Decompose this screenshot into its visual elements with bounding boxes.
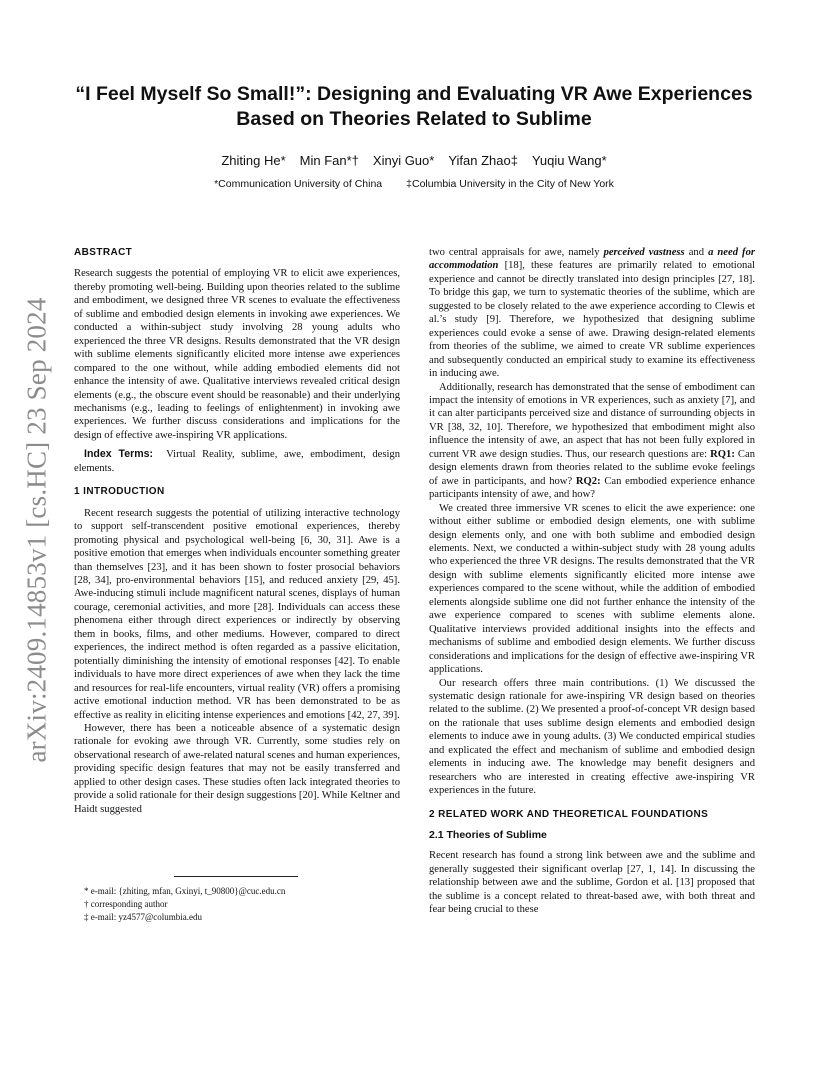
abstract-heading: ABSTRACT [74,247,133,258]
affiliation: *Communication University of China [214,178,383,190]
intro-paragraph: Recent research suggests the potential of utilizing interactive technology to support self-transcendent positive emotional experiences, thereby promoting physical and psychological well-being [6, 30, 31]. Awe is a positive emotion that emerges when individuals encounter something greater than themselves [23], and it has been shown to foster prosocial behaviors [28, 34], pro-environmental behaviors [15], and reduced anxiety [29, 45]. Awe-inducing stimuli include magnificent natural scenes, displays of human courage, ceremonial activities, and more [28]. Individuals can access these phenomena either through direct experiences or indirectly by observing them in books, films, and other mediums. However, compared to direct experiences, the indirect method is often regarded as a passive elicitation, potentially diminishing the intensity of emotional responses [42]. To enable individuals to have more direct experiences of awe when they lack the time and resources for real-life encounters, virtual reality (VR) offers a promising active emotional induction method. VR has been demonstrated to be as effective as reality in eliciting intense experiences and emotions [42, 27, 39]. [74,507,400,721]
right-column [429,246,755,917]
author: Yuqiu Wang* [531,153,607,168]
left-column [74,246,400,816]
author: Yifan Zhao‡ [448,153,518,168]
related-work-heading: 2 RELATED WORK AND THEORETICAL FOUNDATIONS [429,808,709,820]
related-paragraph: Recent research has found a strong link between awe and the sublime and generally suggested their significant overlap [27, 1, 14]. In discussing the relationship between awe and the sublime, Gordon et al. [13] proposed that the sublime is a concept related to threat-based awe, with both threat and fear being crucial to these [429,850,755,916]
title-line-2: Based on Theories Related to Sublime [236,108,592,130]
abstract-text: Research suggests the potential of employing VR to elicit awe experiences, thereby promoting well-being. Building upon theories related to the sublime and embodiment, we designed three VR scenes to evaluate the effectiveness of sublime and embodied design elements in invoking awe experiences. We conducted a within-subject study involving 28 young adults who experienced the three VR designs. Results demonstrated that the VR design with sublime elements significantly elicited more intense awe experiences compared to the one without, while adding embodied elements did not enhance the intensity of awe. Qualitative interviews revealed critical design elements (e.g., the obscure event should be reasonable) and their underlying mechanisms (e.g., leading to feelings of enlightenment) in invoking awe experiences. We further discuss considerations and implications for the design of effective awe-inspiring VR applications. [74,268,400,441]
intro-paragraph: However, there has been a noticeable absence of a systematic design rationale for evoking awe through VR. Currently, some studies rely on observational research of awe-related natural scenes and human experiences, providing specific design features that may not be easily transferred and applied to other design cases. These studies often lack integrated theories to provide a solid rationale for their design suggestions [20]. While Keltner and Haidt suggested [74,722,400,815]
affiliation-list [60,178,768,190]
author: Zhiting He* [221,153,286,168]
intro-paragraph: Additionally, research has demonstrated that the sense of embodiment can impact the intensity of emotions in VR experiences, such as anxiety [7], and it can alter participants perceived size and distance of surrounding objects in VR [38, 32, 10]. Therefore, we hypothesized that embodiment might also influence the intensity of awe, an aspect that has not been fully explored in current VR awe design studies. Thus, our research questions are: RQ1: Can design elements drawn from theories related to the sublime evoke feelings of awe in participants, and how? RQ2: Can embodied experience enhance participants intensity of awe, and how? [429,381,755,501]
intro-paragraph: two central appraisals for awe, namely perceived vastness and a need for accommodation [18], these features are primarily related to emotional experience and cannot be directly translated into design principles [27, 18]. To bridge this gap, we turn to systematic theories of the sublime, which are suggested to be closely related to the awe experience according to Clewis et al.’s study [9]. Therefore, we hypothesized that designing sublime experiences could evoke a sense of awe. Drawing design-related elements from theories of the sublime, we aimed to create VR sublime experiences and subsequently conducted an empirical study to examine its effectiveness in inducing awe. [429,247,755,380]
footnote: † corresponding author [84,899,168,909]
index-terms-text: Virtual Reality, sublime, awe, embodiment, design elements. [74,449,401,474]
index-terms-label: Index Terms: [84,448,154,461]
intro-paragraph: We created three immersive VR scenes to elicit the awe experience: one without either sublime or embodied design elements, one with sublime design elements only, and one with both sublime and embodied design elements. Next, we conducted a within-subject study with 28 young adults who experienced the three VR designs. The results demonstrated that the VR design with sublime elements significantly elicited more intense awe experiences compared to the scene without, while the addition of embodied elements alongside sublime one did not further enhance the intensity of the awe experience compared to scenes with sublime elements alone. Qualitative interviews provided additional insights into the effects and mechanisms of sublime and embodied design elements. We further discuss considerations and implications for the design of effective awe-inspiring VR applications. [429,502,755,676]
footnote: ‡ e-mail: yz4577@columbia.edu [84,912,203,922]
affiliation: ‡Columbia University in the City of New York [406,178,614,190]
footnote-divider [174,876,298,877]
index-terms [74,448,400,475]
title-line-1: “I Feel Myself So Small!”: Designing and Evaluating VR Awe Experiences [75,83,753,105]
footnote: * e-mail: {zhiting, mfan, Gxinyi, t_90800}@cuc.edu.cn [84,886,286,896]
author-list [60,153,768,168]
author: Xinyi Guo* [372,153,435,168]
author: Min Fan*† [299,153,359,168]
introduction-heading: 1 INTRODUCTION [74,486,165,498]
research-question-1: RQ1: [710,448,735,460]
research-question-2: RQ2: [575,475,601,487]
arxiv-identifier: arXiv:2409.14853v1 [cs.HC] 23 Sep 2024 [21,297,52,763]
subsection-heading: 2.1 Theories of Sublime [429,829,547,842]
paper-title [60,82,768,132]
intro-paragraph: Our research offers three main contributions. (1) We discussed the systematic design rationale for awe-inspiring VR design based on theories related to the sublime. (2) We presented a proof-of-concept VR design based on the rationale that uses sublime design elements and embodied design elements to induce awe in young adults. (3) We conducted empirical studies and explicated the effect and mechanism of sublime and embodied design elements in inducing awe. The knowledge may benefit designers and researchers who are interested in creating effective awe-inspiring VR experiences in the future. [429,677,755,797]
